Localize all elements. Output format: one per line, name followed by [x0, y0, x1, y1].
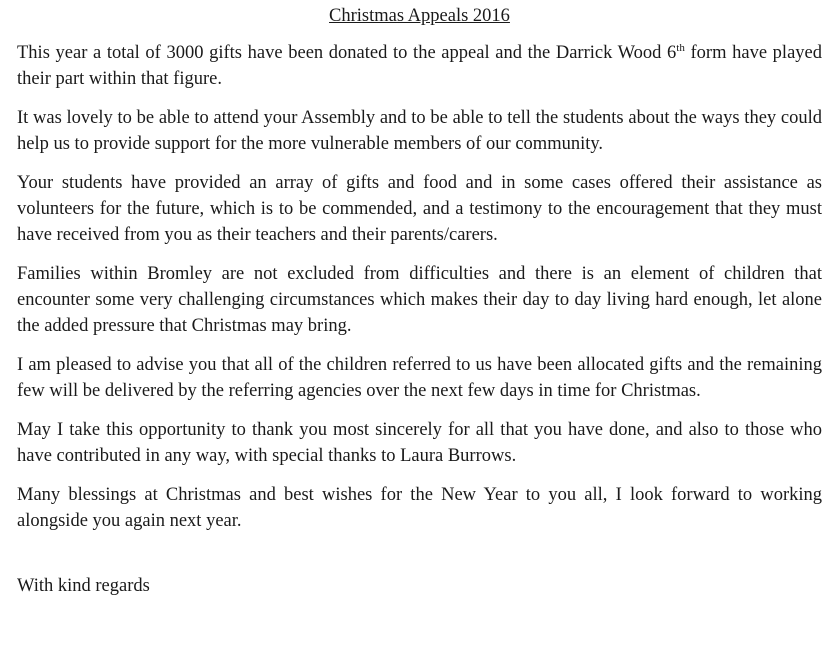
letter-document	[17, 0, 822, 599]
paragraph-students-contribution: Your students have provided an array of gifts and food and in some cases offered their assistance as volunteers for the future, which is to be commended, and a testimony to the encouragement that they must have received from you as their teachers and their parents/carers.	[17, 173, 822, 245]
paragraph-allocation: I am pleased to advise you that all of the children referred to us have been allocated gifts and the remaining few will be delivered by the referring agencies over the next few days in time for Christmas.	[17, 355, 822, 401]
paragraph-thanks: May I take this opportunity to thank you most sincerely for all that you have done, and also to those who have contributed in any way, with special thanks to Laura Burrows.	[17, 420, 822, 466]
ordinal-superscript: th	[676, 42, 685, 54]
paragraph-blessings: Many blessings at Christmas and best wishes for the New Year to you all, I look forward to working alongside you again next year.	[17, 485, 822, 531]
paragraph-text: This year a total of 3000 gifts have been donated to the appeal and the Darrick Wood 6	[17, 43, 677, 63]
paragraph-assembly: It was lovely to be able to attend your Assembly and to be able to tell the students about the ways they could help us to provide support for the more vulnerable members of our community.	[17, 108, 822, 154]
paragraph-families: Families within Bromley are not excluded from difficulties and there is an element of children that encounter some very challenging circumstances which makes their day to day living hard enough, let alone the added pressure that Christmas may bring.	[17, 264, 822, 336]
paragraph-text: form have played their part within that figure.	[17, 43, 822, 89]
document-title: Christmas Appeals 2016	[329, 6, 510, 26]
paragraph-gifts-total	[17, 40, 822, 92]
closing-salutation: With kind regards	[17, 576, 150, 596]
